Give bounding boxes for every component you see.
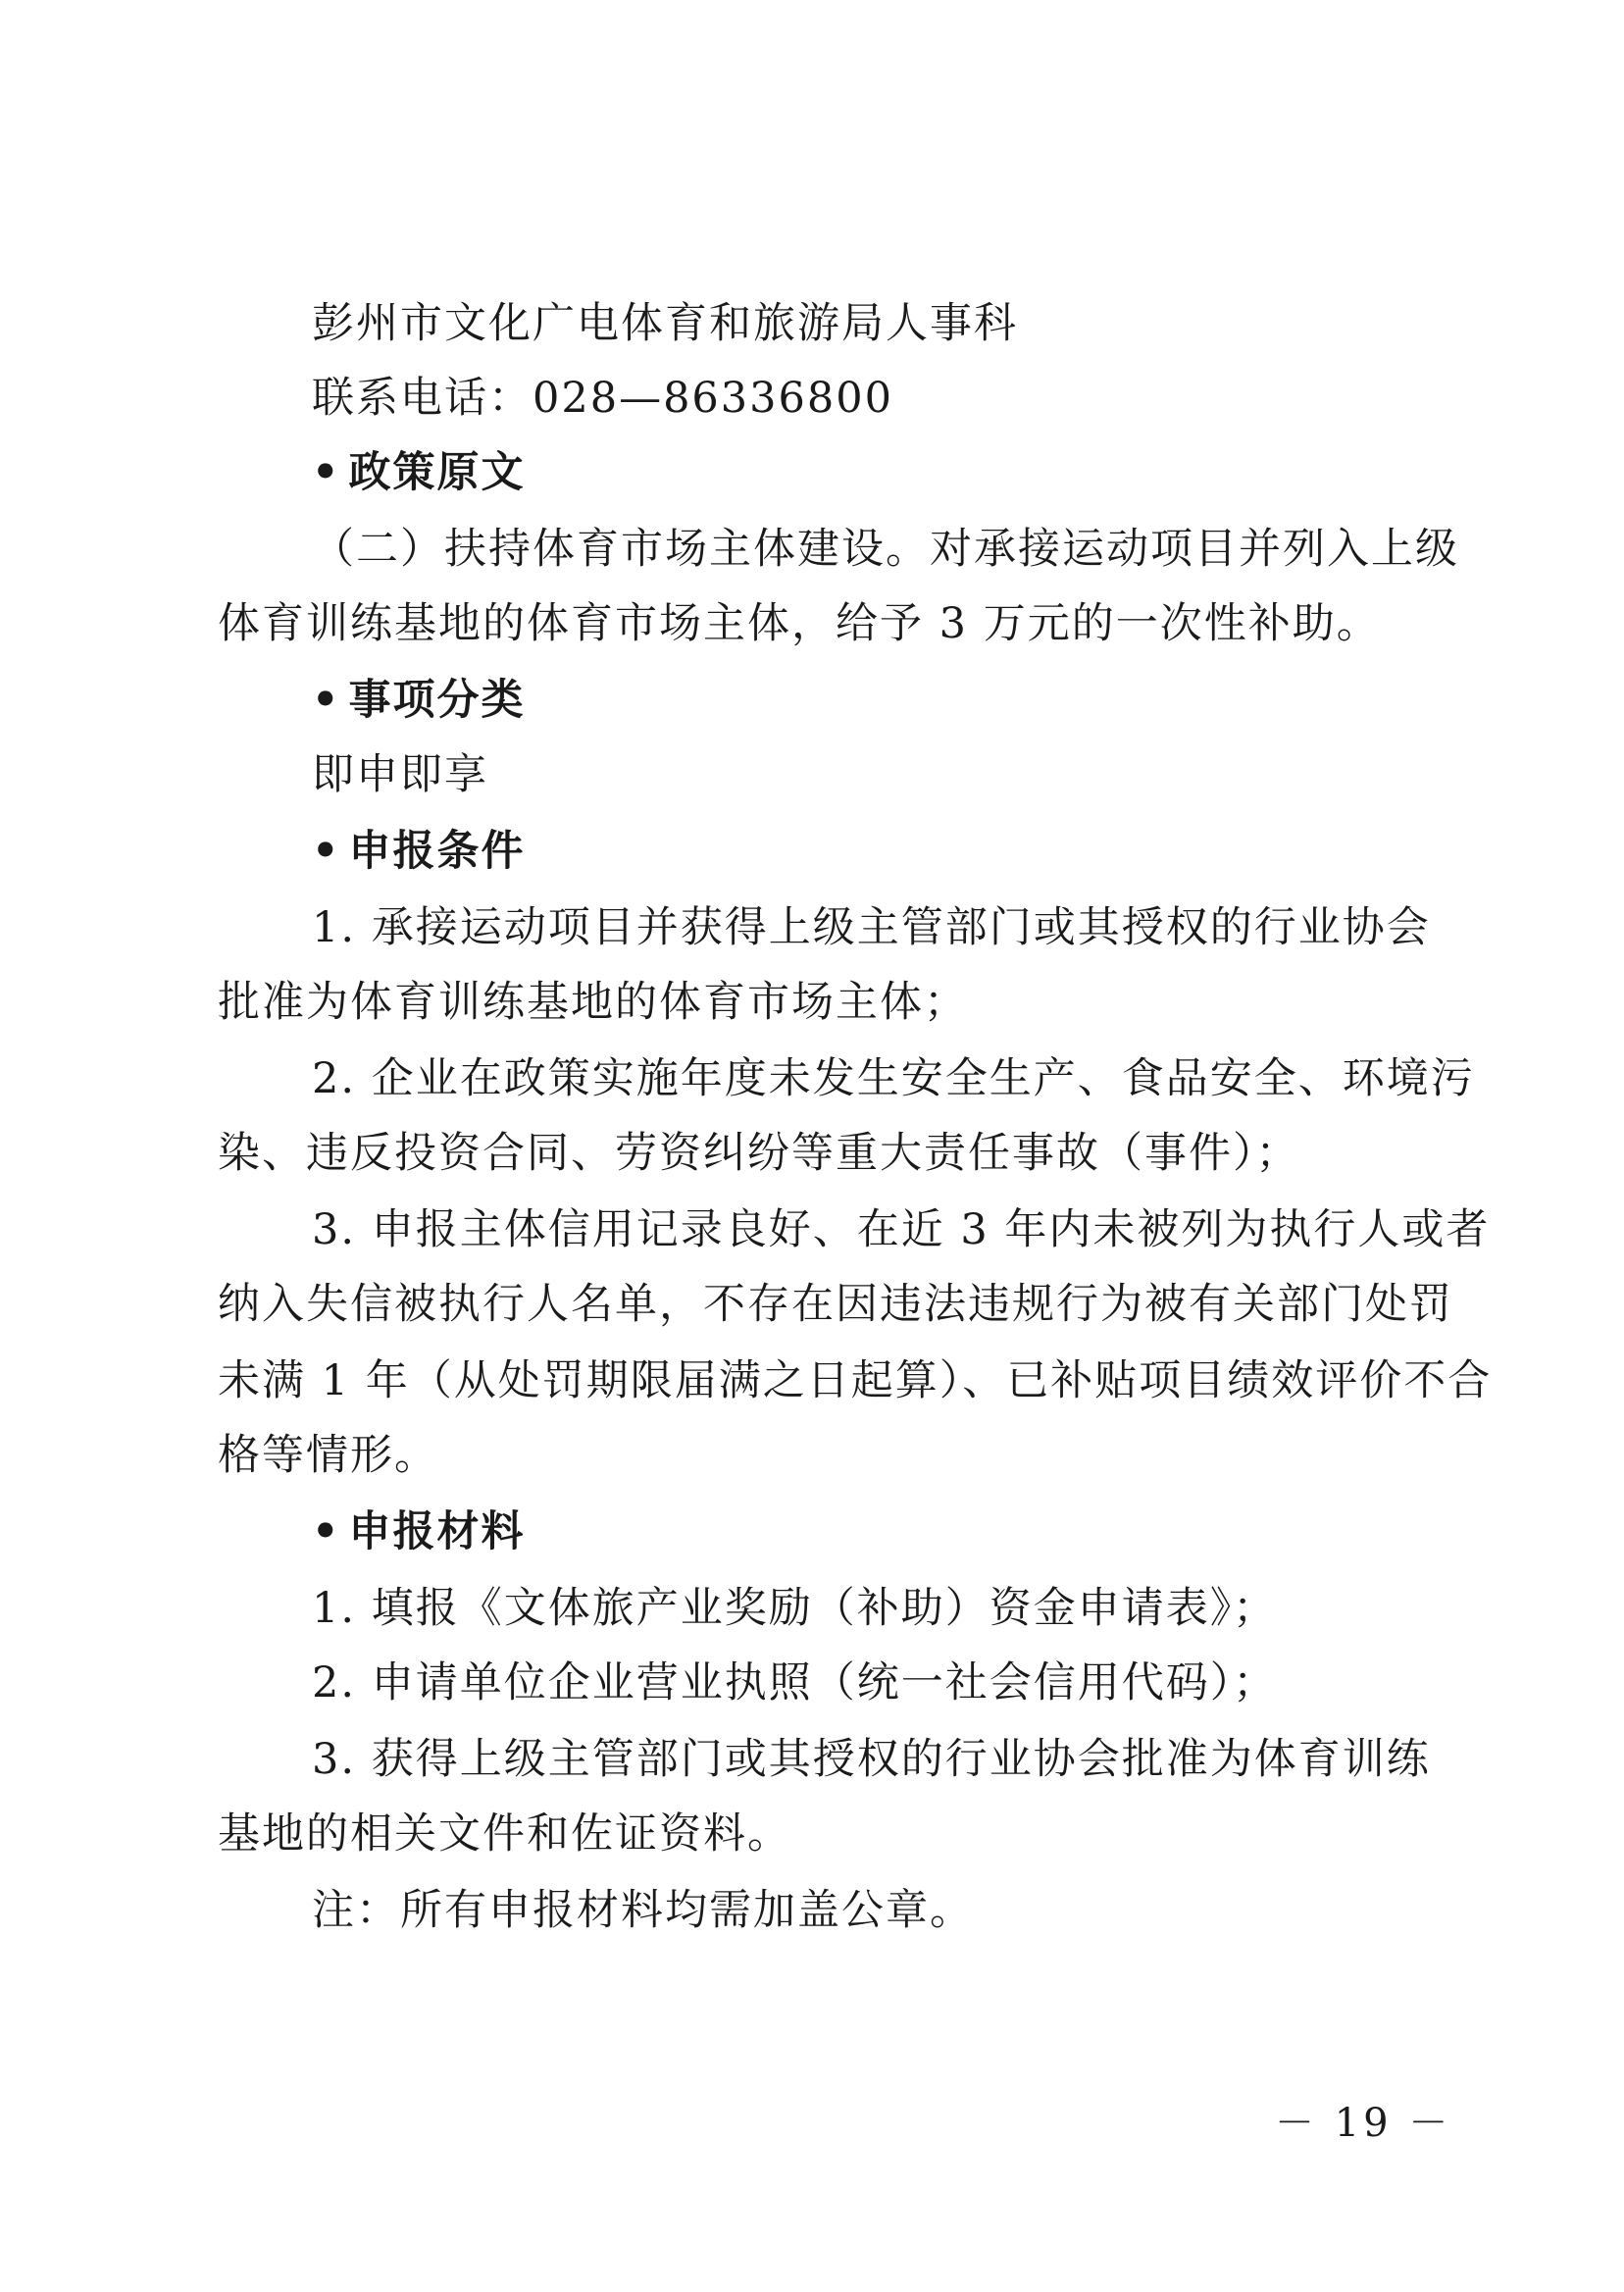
condition-line-8: 格等情形。 xyxy=(218,1431,438,1480)
bullet-icon: • xyxy=(312,1507,341,1556)
condition-line-7: 未满 1 年（从处罚期限届满之日起算）、已补贴项目绩效评价不合 xyxy=(218,1356,1493,1405)
condition-line-5: 3. 申报主体信用记录良好、在近 3 年内未被列为执行人或者 xyxy=(312,1205,1491,1254)
materials-note: 注：所有申报材料均需加盖公章。 xyxy=(312,1886,974,1935)
heading-label: 申报材料 xyxy=(348,1507,526,1556)
bullet-icon: • xyxy=(312,448,341,497)
contact-department: 彭州市文化广电体育和旅游局人事科 xyxy=(312,299,1018,348)
material-line-2: 2. 申请单位企业营业执照（统一社会信用代码）； xyxy=(312,1658,1278,1707)
section-heading-materials xyxy=(312,1503,525,1561)
page-number: － 19 － xyxy=(1275,2101,1452,2146)
material-line-3: 3. 获得上级主管部门或其授权的行业协会批准为体育训练 xyxy=(312,1735,1431,1784)
condition-line-3: 2. 企业在政策实施年度未发生安全生产、食品安全、环境污 xyxy=(312,1054,1475,1103)
material-line-4: 基地的相关文件和佐证资料。 xyxy=(218,1809,791,1859)
condition-line-2: 批准为体育训练基地的体育市场主体； xyxy=(218,978,968,1027)
policy-line-1: （二）扶持体育市场主体建设。对承接运动项目并列入上级 xyxy=(312,525,1459,574)
bullet-icon: • xyxy=(312,676,341,725)
condition-line-4: 染、违反投资合同、劳资纠纷等重大责任事故（事件）； xyxy=(218,1129,1300,1178)
section-heading-policy xyxy=(312,443,525,502)
section-heading-conditions xyxy=(312,822,525,881)
contact-phone: 联系电话：028—86336800 xyxy=(312,374,893,423)
heading-label: 申报条件 xyxy=(348,827,526,876)
condition-line-6: 纳入失信被执行人名单，不存在因违法违规行为被有关部门处罚 xyxy=(218,1280,1453,1329)
material-line-1: 1. 填报《文体旅产业奖励（补助）资金申请表》； xyxy=(312,1584,1278,1633)
condition-line-1: 1. 承接运动项目并获得上级主管部门或其授权的行业协会 xyxy=(312,903,1431,952)
bullet-icon: • xyxy=(312,827,341,876)
category-value: 即申即享 xyxy=(312,750,488,799)
section-heading-category xyxy=(312,671,525,730)
policy-line-2: 体育训练基地的体育市场主体，给予 3 万元的一次性补助。 xyxy=(218,599,1381,648)
heading-label: 事项分类 xyxy=(348,676,526,725)
heading-label: 政策原文 xyxy=(348,448,526,497)
